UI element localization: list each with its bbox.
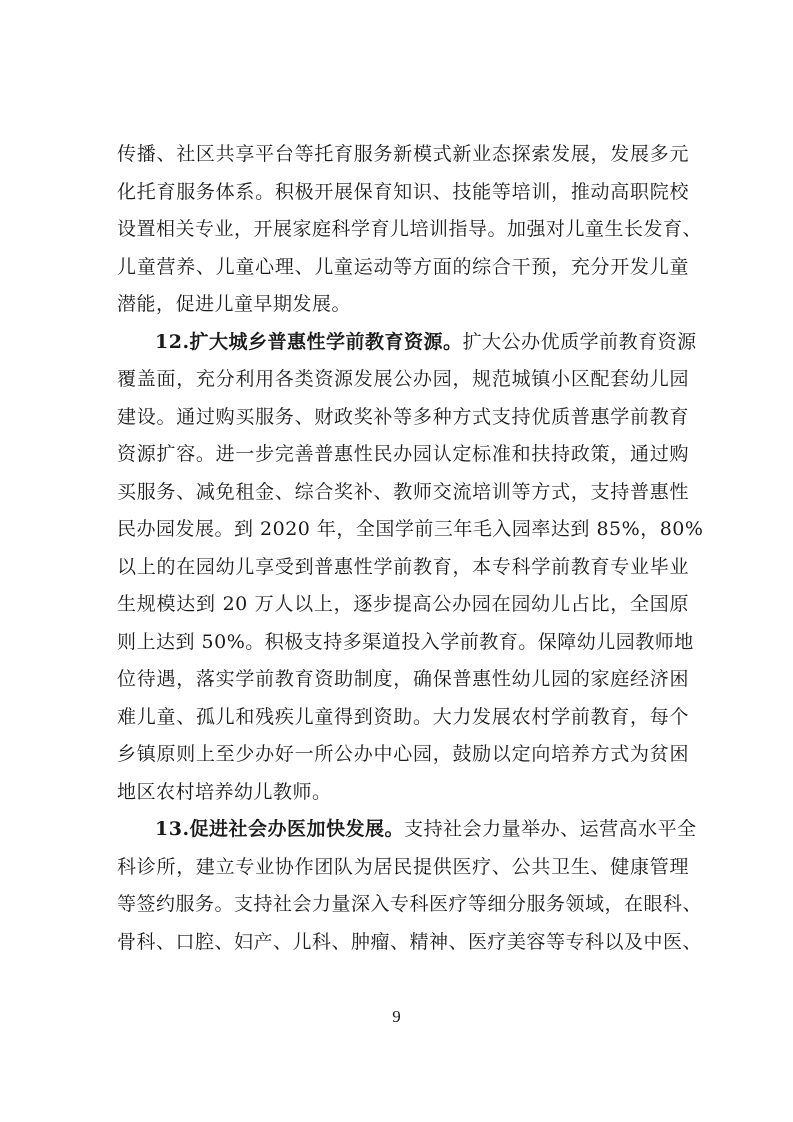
- line-text: 以上的在园幼儿享受到普惠性学前教育，本专科学前教育专业毕业: [117, 555, 689, 578]
- text-line: [117, 174, 689, 212]
- text-line: [117, 586, 689, 624]
- line-text: 覆盖面，充分利用各类资源发展公办园，规范城镇小区配套幼儿园: [117, 368, 689, 390]
- text-line: [117, 886, 703, 924]
- text-line: [117, 849, 689, 887]
- body-text: [117, 136, 704, 961]
- text-line: [117, 324, 697, 362]
- line-text: 位待遇，落实学前教育资助制度，确保普惠性幼儿园的家庭经济困: [117, 668, 689, 690]
- line-text: 难儿童、孤儿和残疾儿童得到资助。大力发展农村学前教育，每个: [117, 705, 689, 728]
- line-text: 设置相关专业，开展家庭科学育儿培训指导。加强对儿童生长发育、: [117, 218, 703, 240]
- text-line: [117, 661, 689, 699]
- line-text: 等签约服务。支持社会力量深入专科医疗等细分服务领域，在眼科、: [117, 893, 703, 915]
- text-line: [117, 249, 689, 287]
- line-text: 儿童营养、儿童心理、儿童运动等方面的综合干预，充分开发儿童: [117, 255, 689, 278]
- line-text: 支持社会力量举办、运营高水平全: [404, 818, 697, 840]
- section-heading: 13.促进社会办医加快发展。: [155, 818, 405, 840]
- text-line: [117, 624, 694, 662]
- line-text: 扩大公办优质学前教育资源: [462, 330, 697, 353]
- text-line: [117, 811, 697, 849]
- line-text: 科诊所，建立专业协作团队为居民提供医疗、公共卫生、健康管理: [117, 855, 689, 878]
- line-text: 乡镇原则上至少办好一所公办中心园，鼓励以定向培养方式为贫困: [117, 743, 689, 765]
- text-line: [117, 549, 689, 587]
- line-text: 买服务、减免租金、综合奖补、教师交流培训等方式，支持普惠性: [117, 480, 689, 503]
- text-line: [117, 924, 703, 962]
- line-text: 潜能，促进儿童早期发展。: [117, 293, 352, 315]
- line-text: 生规模达到 20 万人以上，逐步提高公办园在园幼儿占比，全国原: [117, 593, 689, 615]
- text-line: [117, 436, 689, 474]
- page-number: 9: [392, 1007, 401, 1026]
- line-text: 骨科、口腔、妇产、儿科、肿瘤、精神、医疗美容等专科以及中医、: [117, 930, 703, 953]
- line-text: 化托育服务体系。积极开展保育知识、技能等培训，推动高职院校: [117, 180, 689, 203]
- text-line: [117, 399, 689, 437]
- line-text: 传播、社区共享平台等托育服务新模式新业态探索发展，发展多元: [117, 143, 689, 165]
- line-text: 建设。通过购买服务、财政奖补等多种方式支持优质普惠学前教育: [117, 405, 689, 428]
- text-line: [117, 736, 689, 774]
- text-line: [117, 474, 689, 512]
- text-line: [117, 136, 689, 174]
- line-text: 民办园发展。到 2020 年，全国学前三年毛入园率达到 85%，80%: [117, 518, 704, 540]
- text-line: [117, 286, 689, 324]
- text-line: [117, 774, 689, 812]
- section-heading: 12.扩大城乡普惠性学前教育资源。: [155, 330, 463, 353]
- line-text: 则上达到 50%。积极支持多渠道投入学前教育。保障幼儿园教师地: [117, 630, 694, 653]
- line-text: 地区农村培养幼儿教师。: [117, 780, 332, 803]
- line-text: 资源扩容。进一步完善普惠性民办园认定标准和扶持政策，通过购: [117, 443, 689, 465]
- text-line: [117, 699, 689, 737]
- text-line: [117, 511, 704, 549]
- text-line: [117, 361, 689, 399]
- text-line: [117, 211, 703, 249]
